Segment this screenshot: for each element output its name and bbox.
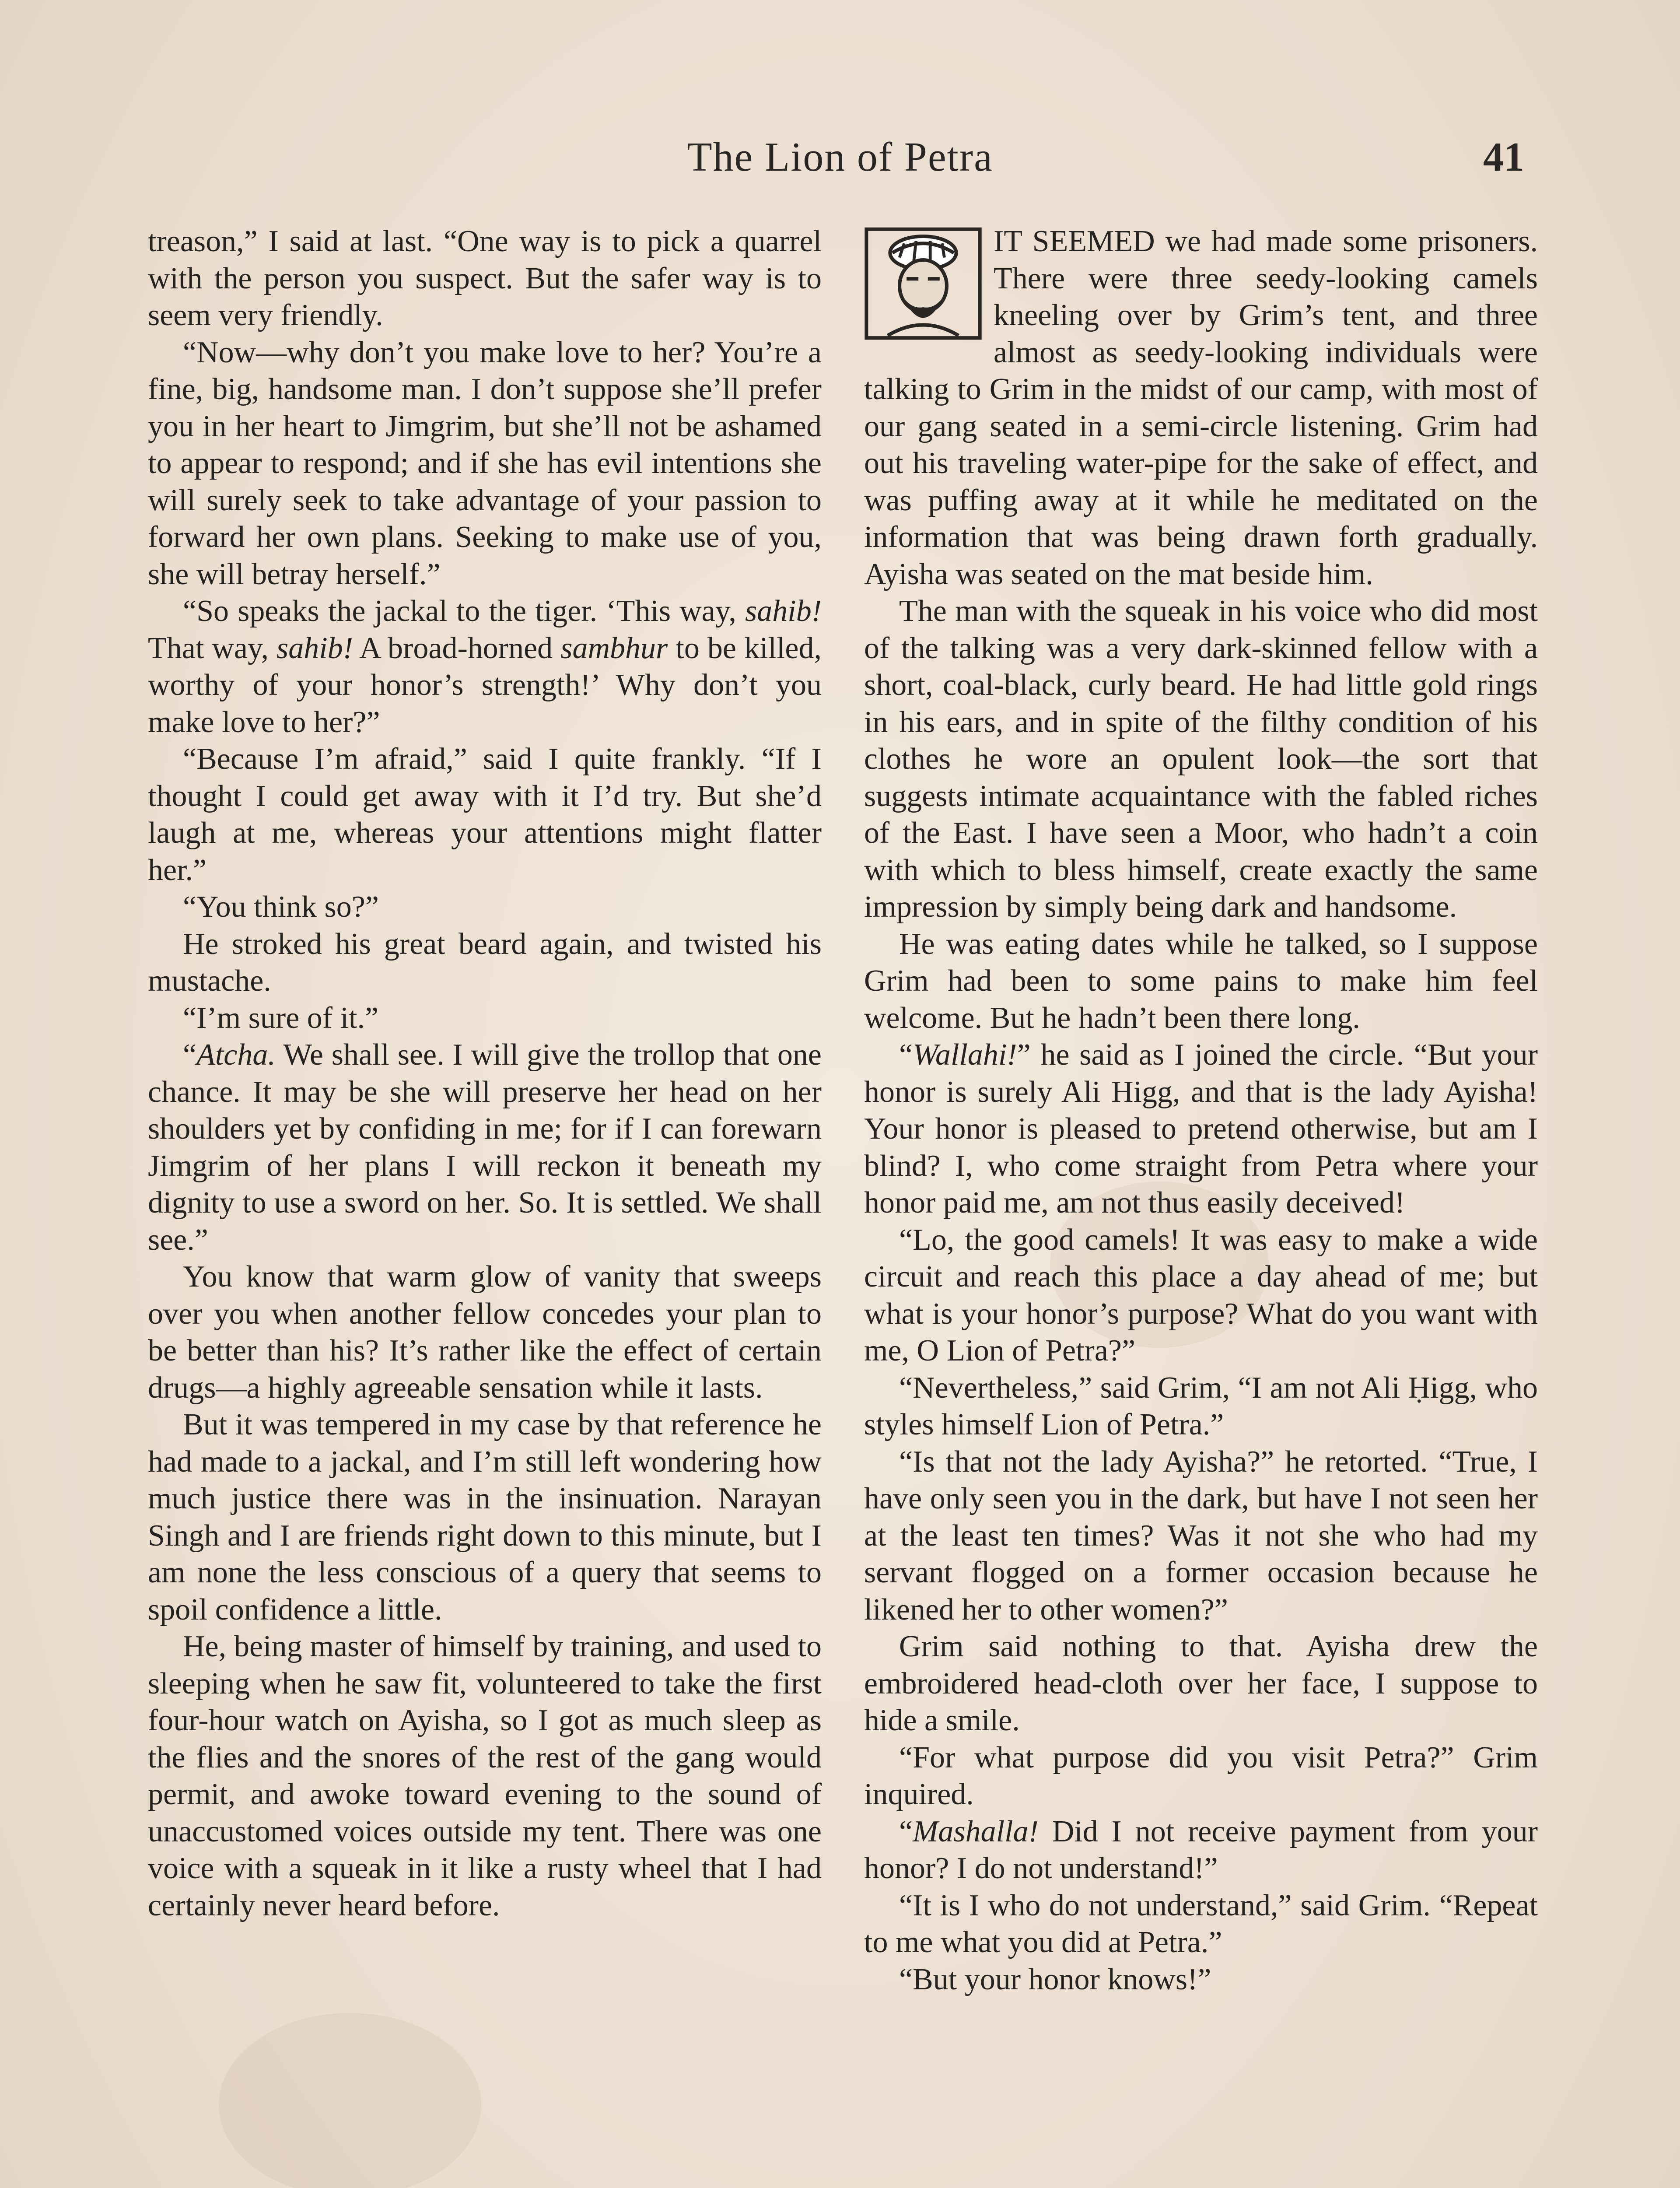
paragraph	[148, 741, 822, 889]
text-run: “	[183, 1038, 197, 1072]
text-run: He was eating dates while he talked, so I suppose Grim had been to some pains to make him feel welcome. But he hadn’t been there long.	[864, 927, 1538, 1035]
text-run: He stroked his great beard again, and twisted his mustache.	[148, 927, 822, 998]
italic-text: Mashalla!	[913, 1814, 1039, 1848]
paragraph	[148, 1628, 822, 1924]
paragraph	[864, 593, 1538, 926]
turbaned-figure-icon	[864, 227, 982, 340]
paragraph	[864, 1037, 1538, 1222]
text-run: “But your honor knows!”	[899, 1962, 1211, 1996]
paragraph	[148, 1259, 822, 1406]
paragraph	[864, 1370, 1538, 1444]
italic-text: sahib!	[276, 631, 354, 665]
text-run: “Because I’m afraid,” said I quite frankly. “If I thought I could get away with it I’d try. But she’d laugh at me, whereas your attentions might flatter her.”	[148, 742, 822, 887]
paragraph	[864, 926, 1538, 1037]
text-run: “Now—why don’t you make love to her? You’re a fine, big, handsome man. I don’t suppose she’ll prefer you in her heart to Jimgrim, but she’ll not be ashamed to appear to respond; and if she has evil intentions she will surely seek to take advantage of your passion to forward her own plans. Seeking to make use of you, she will betray herself.”	[148, 335, 822, 591]
paper-stain	[219, 2013, 481, 2188]
paragraph	[148, 1406, 822, 1628]
text-run: IT SEEMED we had made some prisoners. There were three seedy-looking camels kneeling over by Grim’s tent, and three almost as seedy-looking individuals were talking to Grim in the midst of our camp, with most of our gang seated in a semi-circle listening. Grim had out his traveling water-pipe for the sake of effect, and was puffing away at it while he meditated on the information that was being drawn forth gradually. Ayisha was seated on the mat beside him.	[864, 224, 1538, 591]
paragraph	[148, 889, 822, 926]
text-run: Did I not receive payment from your honor? I do not understand!”	[864, 1814, 1538, 1885]
text-run: “I’m sure of it.”	[183, 1001, 379, 1035]
text-column-left	[148, 223, 822, 1924]
text-run: He, being master of himself by training, and used to sleeping when he saw fit, volunteered to take the first four-hour watch on Ayisha, so I got as much sleep as the flies and the snores of the rest of the gang would permit, and awoke toward evening to the sound of unaccustomed voices outside my tent. There was one voice with a squeak in it like a rusty wheel that I had certainly never heard before.	[148, 1630, 822, 1922]
paragraph	[148, 1000, 822, 1037]
paragraph	[864, 1739, 1538, 1813]
text-run: “You think so?”	[183, 890, 379, 924]
italic-text: Atcha.	[196, 1038, 276, 1072]
paragraph	[864, 1887, 1538, 1961]
paragraph	[148, 334, 822, 593]
paragraph	[148, 593, 822, 741]
running-header-title: The Lion of Petra	[687, 134, 993, 180]
text-run: The man with the squeak in his voice who did most of the talking was a very dark-skinned fellow with a short, coal-black, curly beard. He had little gold rings in his ears, and in spite of the filthy condition of his clothes he wore an opulent look—the sort that suggests intimate acquaintance with the fabled riches of the East. I have seen a Moor, who hadn’t a coin with which to bless himself, create exactly the same impression by simply being dark and handsome.	[864, 594, 1538, 924]
text-run: You know that warm glow of vanity that sweeps over you when another fellow concedes your plan to be better than his? It’s rather like the effect of certain drugs—a highly agreeable sensation while it lasts.	[148, 1260, 822, 1405]
paragraph	[148, 1037, 822, 1259]
text-run: “For what purpose did you visit Petra?” Grim inquired.	[864, 1740, 1538, 1811]
paragraph	[864, 1628, 1538, 1739]
paragraph	[864, 1813, 1538, 1887]
text-run: That way,	[148, 631, 277, 665]
text-run: “So speaks the jackal to the tiger. ‘This way,	[183, 594, 745, 628]
text-run: ” he said as I joined the circle. “But your honor is surely Ali Higg, and that is the lady Ayisha! Your honor is pleased to pretend otherwise, but am I blind? I, who come straight from Petra where your honor paid me, am not thus easily deceived!	[864, 1038, 1538, 1220]
text-run: We shall see. I will give the trollop that one chance. It may be she will preserve her head on her shoulders yet by confiding in me; for if I can forewarn Jimgrim of her plans I will reckon it beneath my dignity to use a sword on her. So. It is settled. We shall see.”	[148, 1038, 822, 1257]
paragraph	[864, 1222, 1538, 1370]
page-number: 41	[1483, 134, 1524, 180]
text-run: A broad-horned	[353, 631, 561, 665]
text-run: “	[899, 1038, 913, 1072]
italic-text: sambhur	[560, 631, 668, 665]
text-run: “Lo, the good camels! It was easy to make a wide circuit and reach this place a day ahead of me; but what is your honor’s purpose? What do you want with me, O Lion of Petra?”	[864, 1223, 1538, 1368]
paragraph	[864, 1961, 1538, 1999]
paragraph	[148, 926, 822, 1000]
paragraph	[864, 223, 1538, 593]
text-run: “	[899, 1814, 913, 1848]
text-run: Grim said nothing to that. Ayisha drew the embroidered head-cloth over her face, I suppose to hide a smile.	[864, 1630, 1538, 1737]
text-run: treason,” I said at last. “One way is to pick a quarrel with the person you suspect. But the safer way is to seem very friendly.	[148, 224, 822, 332]
paragraph	[864, 1444, 1538, 1629]
text-run: “Nevertheless,” said Grim, “I am not Ali Ḥigg, who styles himself Lion of Petra.”	[864, 1371, 1538, 1441]
italic-text: Wallahi!	[913, 1038, 1017, 1072]
text-column-right	[864, 223, 1538, 1998]
italic-text: sahib!	[745, 594, 822, 628]
text-run: “Is that not the lady Ayisha?” he retorted. “True, I have only seen you in the dark, but have I not seen her at the least ten times? Was it not she who had my servant flogged on a former occasion because he likened her to other women?”	[864, 1445, 1538, 1627]
text-run: “It is I who do not understand,” said Grim. “Repeat to me what you did at Petra.”	[864, 1888, 1538, 1959]
paragraph	[148, 223, 822, 334]
text-run: But it was tempered in my case by that reference he had made to a jackal, and I’m still left wondering how much justice there was in the insinuation. Narayan Singh and I are friends right down to this minute, but I am none the less conscious of a query that seems to spoil confidence a little.	[148, 1408, 822, 1627]
text-run: to be killed, worthy of your honor’s strength!’ Why don’t you make love to her?”	[148, 631, 822, 739]
